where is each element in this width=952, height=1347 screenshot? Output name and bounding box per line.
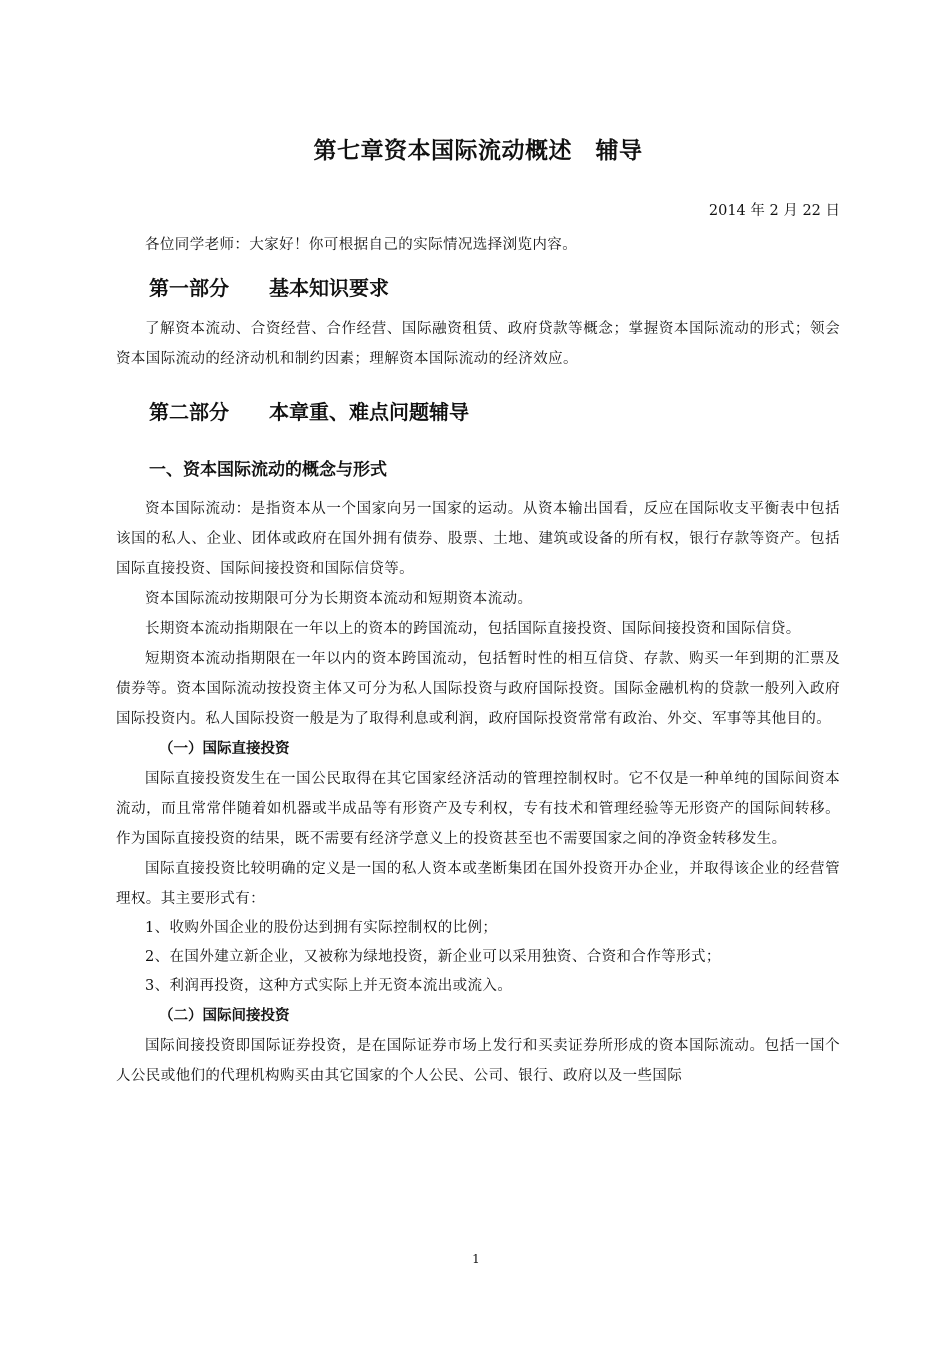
paragraph-definition: 资本国际流动：是指资本从一个国家向另一国家的运动。从资本输出国看，反应在国际收支平衡表中包括该国的私人、企业、团体或政府在国外拥有债券、股票、土地、建筑或设备的所有权，银行存款等资产。包括国际直接投资、国际间接投资和国际信贷等。 [116, 501, 840, 577]
document-body [116, 134, 840, 1091]
subsection-heading-indirect: （二）国际间接投资 [159, 1007, 290, 1024]
greeting-paragraph: 各位同学老师：大家好！你可根据自己的实际情况选择浏览内容。 [145, 237, 578, 253]
document-date: 2014 年 2 月 22 日 [708, 203, 840, 219]
list-item-fdi-2: 2、在国外建立新企业，又被称为绿地投资，新企业可以采用独资、合资和合作等形式； [145, 949, 721, 965]
section-heading-concepts: 一、资本国际流动的概念与形式 [149, 460, 387, 480]
paragraph-fdi-definition: 国际直接投资比较明确的定义是一国的私人资本或垄断集团在国外投资开办企业，并取得该企业的经营管理权。其主要形式有： [116, 861, 840, 907]
part2-heading: 第二部分 本章重、难点问题辅导 [149, 400, 469, 424]
page-number: 1 [472, 1252, 480, 1266]
paragraph-indirect-investment: 国际间接投资即国际证券投资，是在国际证券市场上发行和买卖证券所形成的资本国际流动。包括一国个人公民或他们的代理机构购买由其它国家的个人公民、公司、银行、政府以及一些国际 [116, 1038, 840, 1084]
paragraph-term-classification: 资本国际流动按期限可分为长期资本流动和短期资本流动。 [145, 591, 533, 607]
part1-paragraph: 了解资本流动、合资经营、合作经营、国际融资租赁、政府贷款等概念；掌握资本国际流动的形式；领会资本国际流动的经济动机和制约因素；理解资本国际流动的经济效应。 [116, 321, 840, 367]
part1-heading: 第一部分 基本知识要求 [149, 276, 389, 300]
paragraph-fdi-description: 国际直接投资发生在一国公民取得在其它国家经济活动的管理控制权时。它不仅是一种单纯的国际间资本流动，而且常常伴随着如机器或半成品等有形资产及专利权，专有技术和管理经验等无形资产的国际间转移。作为国际直接投资的结果，既不需要有经济学意义上的投资甚至也不需要国家之间的净资金转移发生。 [116, 771, 840, 847]
document-title: 第七章资本国际流动概述 辅导 [313, 138, 643, 164]
subsection-heading-fdi: （一）国际直接投资 [159, 740, 290, 757]
list-item-fdi-3: 3、利润再投资，这种方式实际上并无资本流出或流入。 [145, 978, 513, 994]
list-item-fdi-1: 1、收购外国企业的股份达到拥有实际控制权的比例； [145, 920, 498, 936]
paragraph-long-term: 长期资本流动指期限在一年以上的资本的跨国流动，包括国际直接投资、国际间接投资和国际信贷。 [145, 621, 801, 637]
paragraph-short-term: 短期资本流动指期限在一年以内的资本跨国流动，包括暂时性的相互信贷、存款、购买一年到期的汇票及债券等。资本国际流动按投资主体又可分为私人国际投资与政府国际投资。国际金融机构的贷款一般列入政府国际投资内。私人国际投资一般是为了取得利息或利润，政府国际投资常常有政治、外交、军事等其他目的。 [116, 651, 840, 727]
